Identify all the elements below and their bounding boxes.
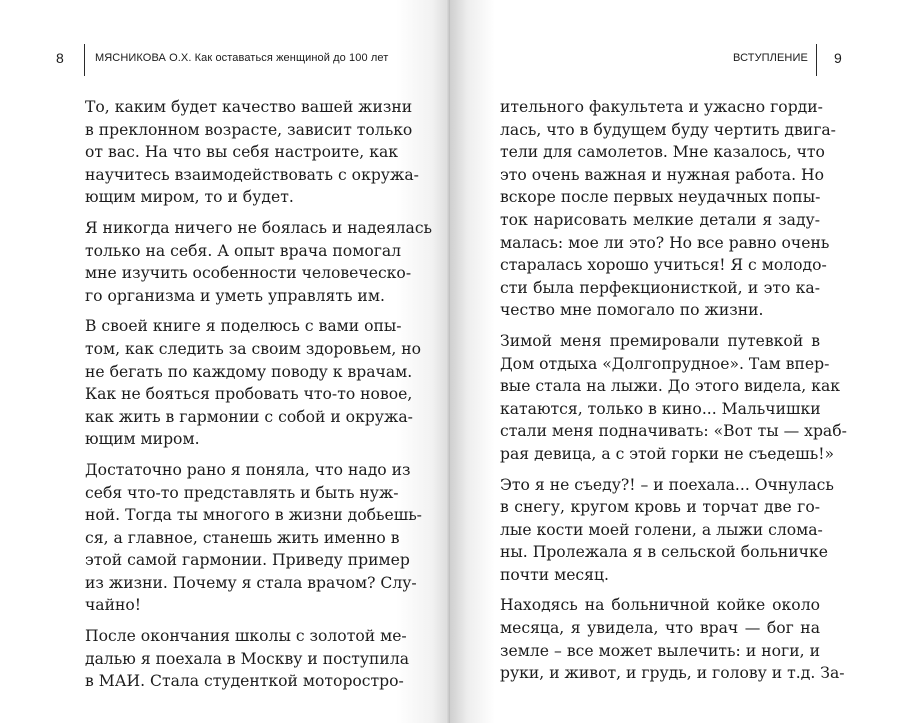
- text-line: руки, и живот, и грудь, и голову и т.д. За-: [500, 664, 845, 683]
- text-line: ны. Пролежала я в сельской больничке: [500, 543, 828, 562]
- text-line: ющим миром, то и будет.: [85, 188, 294, 207]
- text-line: том, как следить за своим здоровьем, но: [85, 339, 422, 358]
- text-line: это очень важная и нужная работа. Но: [500, 165, 825, 184]
- left-paragraph: [85, 217, 433, 307]
- text-line: го организма и уметь управлять им.: [85, 286, 385, 305]
- text-line: тели для самолетов. Мне казалось, что: [500, 143, 825, 162]
- right-page-number: 9: [834, 50, 842, 66]
- text-line: Находясь на больничной койке около: [500, 596, 820, 615]
- text-line: только на себя. А опыт врача помогал: [85, 241, 402, 260]
- right-page: [450, 0, 901, 723]
- text-line: То, каким будет качество вашей жизни: [85, 98, 413, 116]
- left-paragraph: [85, 625, 410, 693]
- left-paragraph: [85, 315, 422, 451]
- left-page: [0, 0, 450, 723]
- text-line: В своей книге я поделюсь с вами опы-: [85, 317, 402, 336]
- text-line: вые стала на лыжи. До этого видела, как: [500, 377, 841, 396]
- text-line: не бегать по каждому поводу к врачам.: [85, 362, 413, 381]
- text-line: сти была перфекционисткой, и это ка-: [500, 278, 820, 297]
- left-page-number: 8: [56, 50, 64, 66]
- text-line: ющим миром.: [85, 430, 200, 449]
- right-header-rule: [816, 44, 817, 76]
- text-line: ток нарисовать мелкие детали я заду-: [500, 210, 820, 229]
- text-line: научитесь взаимодействовать с окружа-: [85, 165, 419, 184]
- text-line: чайно!: [85, 596, 142, 615]
- text-line: Это я не съеду?! – и поехала... Очнулась: [500, 475, 834, 494]
- left-paragraph: [85, 96, 419, 209]
- text-line: рая девица, а с этой горки не съедешь!»: [500, 444, 835, 463]
- right-body-text: [500, 96, 847, 693]
- text-line: в снегу, кругом кровь и торчат две го-: [500, 498, 820, 517]
- text-line: катаются, только в кино... Мальчишки: [500, 399, 821, 418]
- text-line: в преклонном возрасте, зависит только: [85, 120, 413, 139]
- text-line: старалась хорошо учиться! Я с молодо-: [500, 256, 827, 275]
- text-line: от вас. На что вы себя настроите, как: [85, 143, 398, 162]
- text-line: этой самой гармонии. Приведу пример: [85, 551, 410, 570]
- right-paragraph: [500, 594, 845, 684]
- text-line: себя что-то представлять и быть нуж-: [85, 483, 399, 502]
- text-line: ся, а главное, станешь жить именно в: [85, 528, 400, 547]
- right-paragraph: [500, 474, 834, 587]
- text-line: месяца, я увидела, что врач — бог на: [500, 619, 820, 638]
- left-header-rule: [84, 44, 85, 76]
- text-line: земле – все может вылечить: и ноги, и: [500, 641, 820, 660]
- text-line: мне изучить особенности человеческо-: [85, 264, 412, 283]
- text-line: чество мне помогало по жизни.: [500, 301, 764, 320]
- text-line: вскоре после первых неудачных попы-: [500, 188, 821, 207]
- text-line: ительного факультета и ужасно горди-: [500, 98, 823, 116]
- text-line: из жизни. Почему я стала врачом? Слу-: [85, 573, 417, 592]
- right-paragraph: [500, 330, 847, 466]
- text-line: стали меня подначивать: «Вот ты — храб-: [500, 422, 847, 441]
- left-body-text: [85, 96, 433, 701]
- right-running-head: ВСТУПЛЕНИЕ: [733, 52, 808, 64]
- text-line: в МАИ. Стала студенткой моторостро-: [85, 672, 404, 691]
- text-line: Достаточно рано я поняла, что надо из: [85, 460, 411, 479]
- text-line: далью я поехала в Москву и поступила: [85, 649, 410, 668]
- text-line: ной. Тогда ты многого в жизни добьешь-: [85, 506, 422, 525]
- text-line: почти месяц.: [500, 565, 609, 584]
- text-line: Зимой меня премировали путевкой в: [500, 331, 820, 350]
- text-line: малась: мое ли это? Но все равно очень: [500, 233, 830, 252]
- text-line: Дом отдыха «Долгопрудное». Там впер-: [500, 354, 830, 373]
- text-line: Я никогда ничего не боялась и надеялась: [85, 218, 433, 237]
- text-line: лась, что в будущем буду чертить двига-: [500, 120, 836, 139]
- text-line: как жить в гармонии с собой и окружа-: [85, 407, 413, 426]
- right-paragraph: [500, 96, 836, 322]
- text-line: лые кости моей голени, а лыжи слома-: [500, 520, 823, 539]
- left-paragraph: [85, 459, 422, 617]
- text-line: Как не бояться пробовать что-то новое,: [85, 385, 413, 404]
- text-line: После окончания школы с золотой ме-: [85, 627, 407, 646]
- left-running-head: МЯСНИКОВА О.Х. Как оставаться женщиной до 100 лет: [95, 52, 389, 64]
